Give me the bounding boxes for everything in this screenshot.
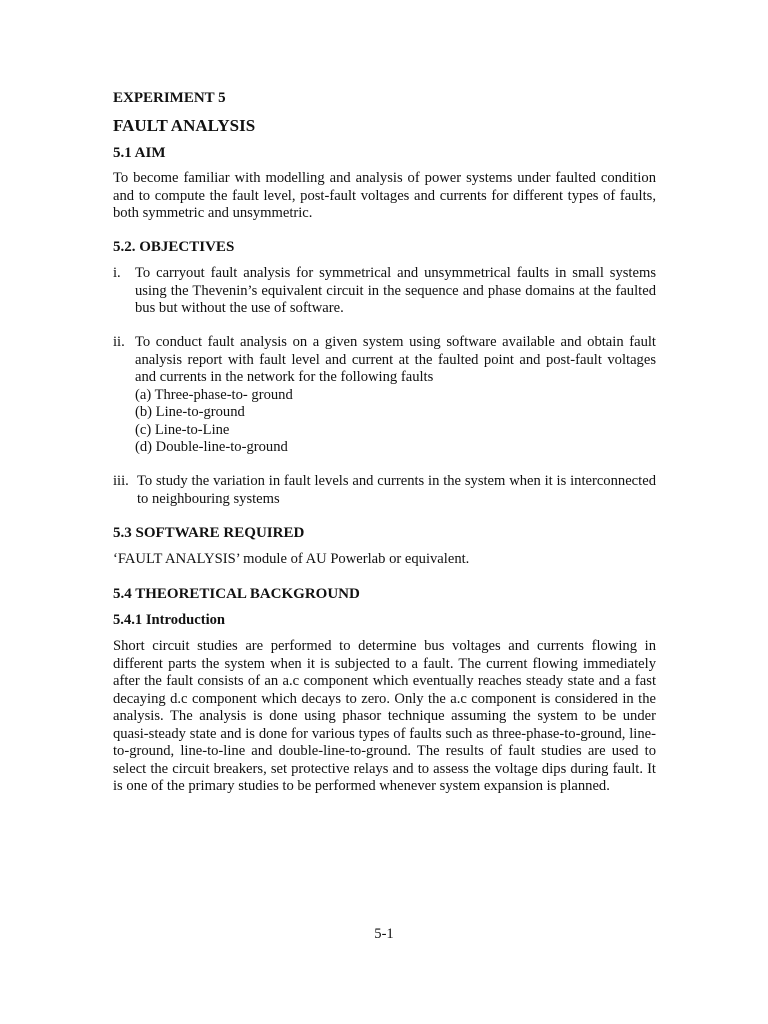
- software-heading: 5.3 SOFTWARE REQUIRED: [113, 525, 305, 541]
- page-number: 5-1: [374, 926, 394, 942]
- theory-heading: 5.4 THEORETICAL BACKGROUND: [113, 586, 360, 602]
- page-title: FAULT ANALYSIS: [113, 116, 256, 135]
- objective-text-2: To conduct fault analysis on a given system using software available and obtain fault analysis report with fault level and current at the faulted point and post-fault voltages and currents in the network for the following faults: [135, 334, 656, 385]
- objective-number-3: iii.: [113, 473, 129, 489]
- experiment-label: EXPERIMENT 5: [113, 90, 226, 106]
- fault-type-item: (b) Line-to-ground: [135, 404, 245, 420]
- introduction-subheading: 5.4.1 Introduction: [113, 612, 226, 628]
- software-paragraph: ‘FAULT ANALYSIS’ module of AU Powerlab or equivalent.: [113, 551, 470, 567]
- objective-number-2: ii.: [113, 334, 125, 350]
- introduction-paragraph: Short circuit studies are performed to determine bus voltages and currents flowing in different parts the system when it is subjected to a fault. The current flowing immediately after the fault consists of an a.c component which eventually reaches steady state and a fast decaying d.c component which decays to zero. Only the a.c component is considered in the analysis. The analysis is done using phasor technique assuming the system to be under quasi-steady state and is done for various types of faults such as three-phase-to-ground, line-to-ground, line-to-line and double-line-to-ground. The results of fault studies are used to select the circuit breakers, set protective relays and to assess the voltage dips during fault. It is one of the primary studies to be performed whenever system expansion is planned.: [113, 638, 656, 794]
- objective-item-2: [113, 334, 656, 457]
- fault-type-item: (d) Double-line-to-ground: [135, 439, 288, 455]
- fault-type-item: (a) Three-phase-to- ground: [135, 386, 293, 403]
- objective-item-1: [113, 265, 656, 318]
- fault-type-item: (c) Line-to-Line: [135, 421, 230, 438]
- objective-text-1: To carryout fault analysis for symmetrical and unsymmetrical faults in small systems using the Thevenin’s equivalent circuit in the sequence and phase domains at the faulted bus but without the use of software.: [135, 265, 656, 316]
- objectives-heading: 5.2. OBJECTIVES: [113, 239, 235, 255]
- fault-type-list: [113, 387, 656, 457]
- objective-item-3: [113, 473, 656, 508]
- aim-paragraph: To become familiar with modelling and analysis of power systems under faulted condition and to compute the fault level, post-fault voltages and currents for different types of faults, both symmetric and unsymmetric.: [113, 170, 656, 221]
- objective-number-1: i.: [113, 265, 121, 281]
- objective-text-3: To study the variation in fault levels and currents in the system when it is interconnected to neighbouring systems: [137, 473, 656, 507]
- aim-heading: 5.1 AIM: [113, 145, 166, 161]
